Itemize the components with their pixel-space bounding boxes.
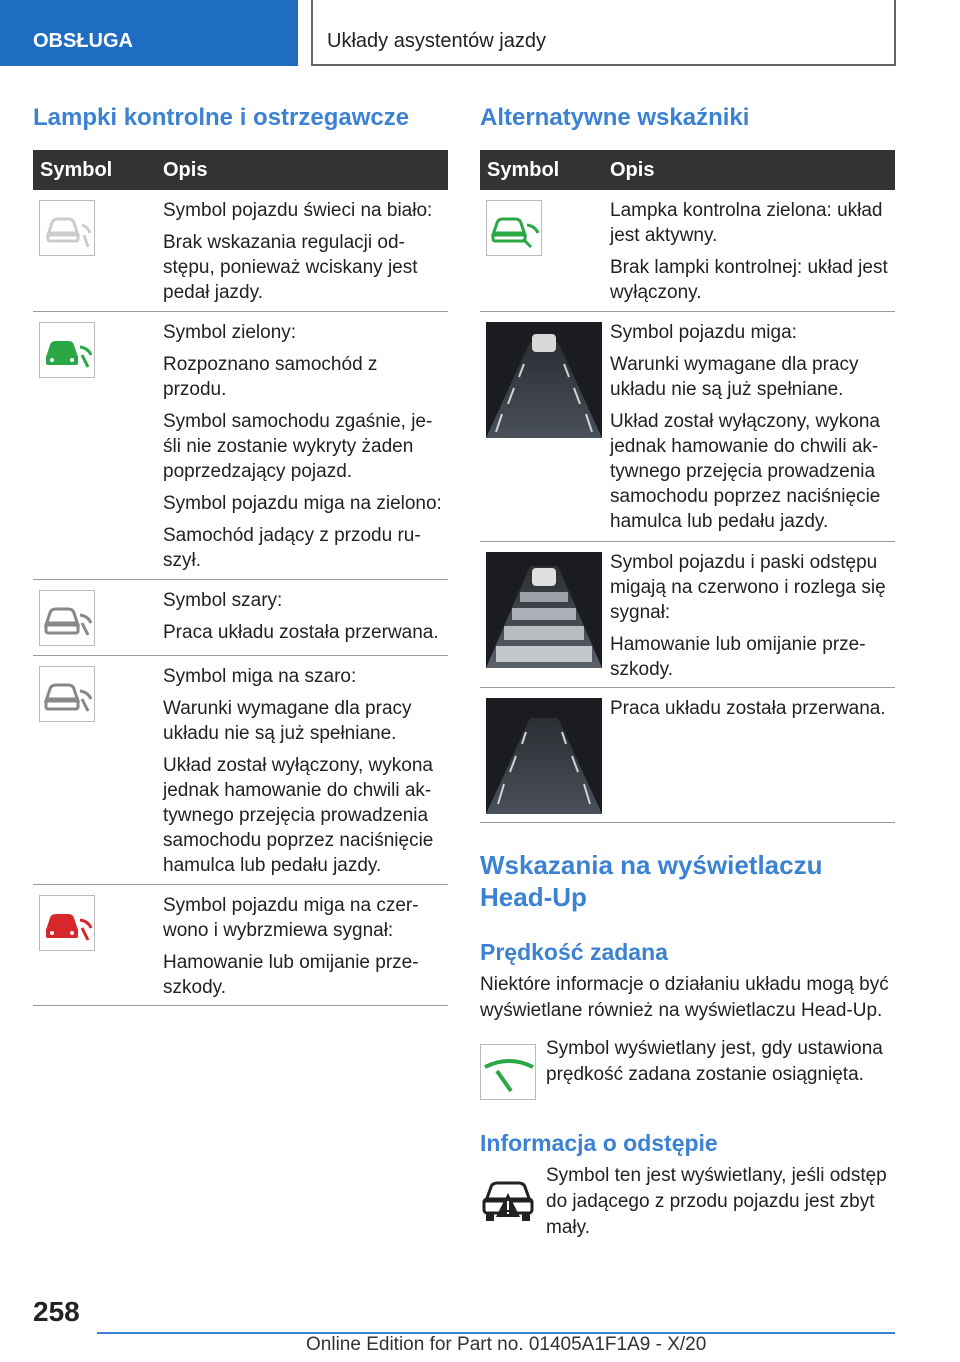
section-tab: OBSŁUGA [0, 0, 298, 66]
edition-info: Online Edition for Part no. 01405A1F1A9 - X/20 [306, 1334, 707, 1355]
table-row [480, 542, 895, 688]
paragraph: Symbol wyświetlany jest, gdy ustawiona prędkość zadana zostanie osiągnięta. [546, 1038, 883, 1085]
table-row [33, 885, 448, 1006]
table-header [480, 150, 895, 190]
row-text: Praca układu została przerwana. [163, 622, 439, 643]
speedometer-green-icon [480, 1044, 536, 1100]
icon-paragraph [480, 1163, 895, 1241]
table-row [33, 580, 448, 656]
row-text: Symbol miga na szaro: [163, 666, 357, 687]
section-title-hud: Wskazania na wyświetlaczu Head-Up [480, 850, 823, 912]
row-text: Symbol zielony: [163, 322, 297, 343]
row-text: Warunki wymagane dla pracy układu nie są już spełniane. [163, 698, 412, 744]
row-text: Hamowanie lub omijanie prze-szkody. [610, 634, 866, 680]
row-text: Symbol pojazdu i paski odstępu migają na czerwono i rozlega się sygnał: [610, 552, 886, 623]
road-view-car-bars-icon [486, 552, 602, 668]
road-view-empty-icon [486, 698, 602, 814]
row-text: Układ został wyłączony, wykona jednak hamowanie do chwili ak-tywnego przejęcia prowadzenia samochodu poprzez naciśnięcie hamulca lub pedału jazdy. [163, 755, 434, 876]
row-text: Układ został wyłączony, wykona jednak hamowanie do chwili ak-tywnego przejęcia prowadzenia samochodu poprzez naciśnięcie hamulca lub pedału jazdy. [610, 411, 881, 532]
row-text: Symbol pojazdu miga na czer-wono i wybrzmiewa sygnał: [163, 895, 419, 941]
row-text: Praca układu została przerwana. [610, 698, 886, 719]
table-row [480, 190, 895, 312]
section-title-warning-lamps: Lampki kontrolne i ostrzegawcze [33, 104, 410, 131]
header-symbol: Symbol [40, 158, 113, 181]
header-description: Opis [163, 158, 208, 181]
header-description: Opis [610, 158, 655, 181]
row-text: Warunki wymagane dla pracy układu nie są już spełniane. [610, 354, 859, 400]
right-column [480, 100, 895, 1241]
subsection-title-distance-info: Informacja o odstępie [480, 1130, 718, 1156]
row-text: Symbol pojazdu miga na zielono: [163, 493, 442, 514]
paragraph: Symbol ten jest wyświetlany, jeśli odstęp do jadącego z przodu pojazdu jest zbyt mały. [546, 1165, 887, 1238]
table-row [33, 190, 448, 312]
page-number: 258 [33, 1296, 80, 1327]
row-text: Lampka kontrolna zielona: układ jest aktywny. [610, 200, 883, 246]
subsection-title-set-speed: Prędkość zadana [480, 939, 668, 965]
car-distance-grey-icon [39, 590, 95, 646]
icon-paragraph [480, 1036, 895, 1100]
row-text: Brak lampki kontrolnej: układ jest wyłączony. [610, 257, 888, 303]
table-row [480, 688, 895, 823]
table-row [33, 656, 448, 885]
road-view-car-blink-icon [486, 322, 602, 438]
car-distance-grey-blink-icon [39, 666, 95, 722]
car-distance-green-icon [39, 322, 95, 378]
section-title-alternative-indicators: Alternatywne wskaźniki [480, 104, 750, 131]
left-column [33, 100, 448, 1006]
car-distance-red-icon [39, 895, 95, 951]
row-text: Symbol szary: [163, 590, 283, 611]
row-text: Rozpoznano samochód z przodu. [163, 354, 378, 400]
table-row [33, 312, 448, 580]
paragraph: Niektóre informacje o działaniu układu mogą być wyświetlane również na wyświetlaczu Head-Up. [480, 974, 889, 1021]
row-text: Symbol pojazdu miga: [610, 322, 797, 343]
page-header [0, 0, 960, 66]
speedometer-green-icon [486, 200, 542, 256]
car-warning-icon [480, 1171, 536, 1227]
chapter-title: Układy asystentów jazdy [311, 0, 896, 66]
car-distance-white-icon [39, 200, 95, 256]
row-text: Symbol samochodu zgaśnie, je-śli nie zostanie wykryty żaden poprzedzający pojazd. [163, 411, 433, 482]
row-text: Hamowanie lub omijanie prze-szkody. [163, 952, 419, 998]
row-text: Samochód jadący z przodu ru-szył. [163, 525, 421, 571]
row-text: Brak wskazania regulacji od-stępu, ponieważ wciskany jest pedał jazdy. [163, 232, 418, 303]
table-row [480, 312, 895, 542]
header-symbol: Symbol [487, 158, 560, 181]
table-header [33, 150, 448, 190]
row-text: Symbol pojazdu świeci na biało: [163, 200, 433, 221]
